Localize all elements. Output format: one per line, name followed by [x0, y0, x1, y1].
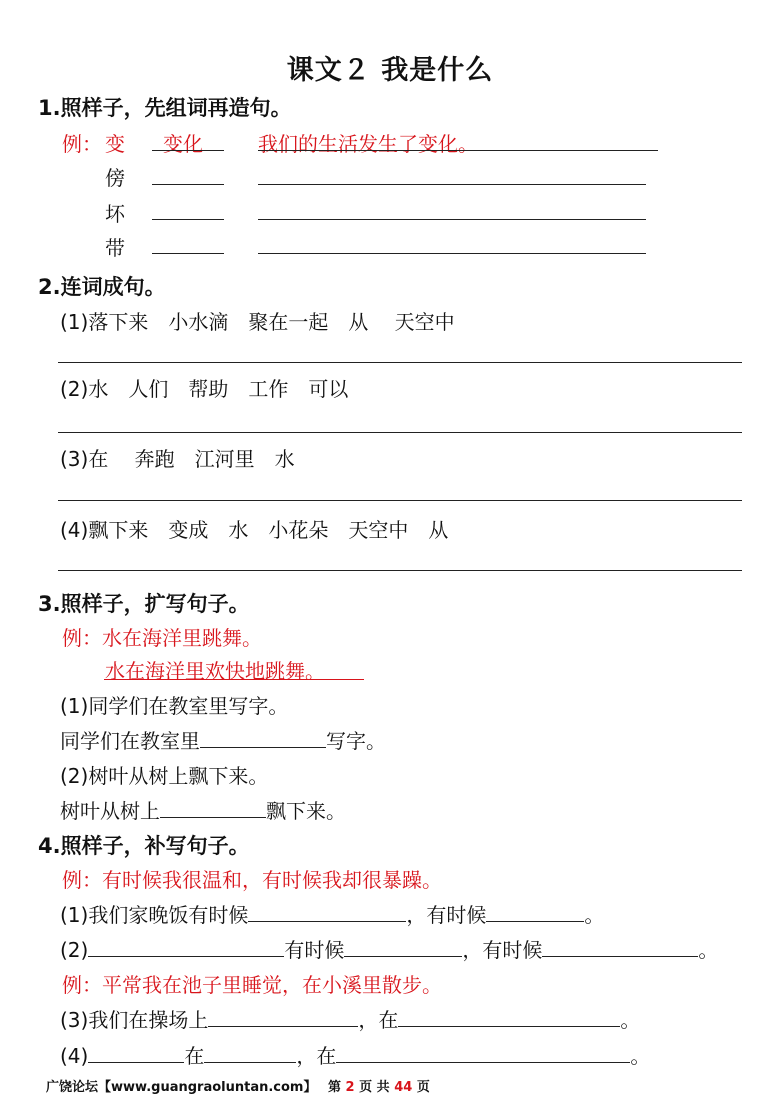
s3-q1-blank[interactable]	[200, 727, 326, 748]
s4-q1-blank-2[interactable]	[486, 901, 584, 922]
s4-example-2: 例：平常我在池子里睡觉，在小溪里散步。	[62, 973, 442, 997]
s4-q3	[60, 1004, 640, 1033]
footer-page-info	[328, 1076, 430, 1095]
s1-example-sentence: 我们的生活发生了变化。	[258, 132, 478, 156]
s1-example-label: 例：	[62, 132, 102, 156]
s3-q2-pre: 树叶从树上	[60, 799, 160, 823]
s2-answer-line-1[interactable]	[58, 362, 742, 363]
s4-q3-blank-1[interactable]	[208, 1006, 358, 1027]
s4-q2-blank-3[interactable]	[542, 936, 698, 957]
s4-q2-blank-1[interactable]	[88, 936, 284, 957]
s4-q4-blank-1[interactable]	[88, 1042, 184, 1063]
footer-page-mid: 页 共	[359, 1080, 390, 1095]
s1-char-2: 坏	[105, 202, 125, 226]
s4-q2	[60, 934, 718, 963]
section-4-heading: 4.照样子，补写句子。	[38, 834, 250, 858]
s4-q1-blank-1[interactable]	[248, 901, 406, 922]
s3-q2-fill	[60, 795, 346, 824]
s4-q2-blank-2[interactable]	[344, 936, 462, 957]
s1-example-char: 变	[105, 132, 125, 156]
s4-q4-c: ，在	[296, 1044, 337, 1068]
s3-q2: (2)树叶从树上飘下来。	[60, 764, 269, 788]
s4-q4-a: (4)	[60, 1044, 89, 1068]
s3-q1-post: 写字。	[326, 729, 386, 753]
s1-sentence-blank-2[interactable]	[258, 219, 646, 220]
s2-answer-line-2[interactable]	[58, 432, 742, 433]
s2-answer-line-3[interactable]	[58, 500, 742, 501]
s1-word-blank-2[interactable]	[152, 219, 224, 220]
s1-char-1: 傍	[105, 166, 125, 190]
footer-page-pre: 第	[328, 1080, 342, 1095]
s1-example-sentence-line	[258, 150, 658, 151]
s4-q2-c: ，有时候	[462, 938, 543, 962]
footer-page-total: 44	[394, 1080, 413, 1095]
s3-q1: (1)同学们在教室里写字。	[60, 694, 289, 718]
s4-q4-blank-3[interactable]	[336, 1042, 630, 1063]
s1-sentence-blank-1[interactable]	[258, 184, 646, 185]
s3-example-2: 水在海洋里欢快地跳舞。	[105, 659, 325, 683]
s4-q4-d: 。	[630, 1044, 651, 1068]
s4-q1-c: 。	[584, 903, 605, 927]
s4-q2-d: 。	[698, 938, 719, 962]
s3-q1-pre: 同学们在教室里	[60, 729, 200, 753]
page-title: 课文２ 我是什么	[286, 55, 494, 86]
s2-item-1: (1)落下来 小水滴 聚在一起 从 天空中	[60, 310, 455, 334]
footer-site: 广饶论坛【www.guangraoluntan.com】	[46, 1080, 317, 1095]
s4-q3-c: 。	[620, 1008, 641, 1032]
s4-q1	[60, 899, 604, 928]
section-3-heading: 3.照样子，扩写句子。	[38, 592, 250, 616]
s4-q2-a: (2)	[60, 938, 89, 962]
footer-page-post: 页	[416, 1080, 430, 1095]
s2-item-3: (3)在 奔跑 江河里 水	[60, 447, 295, 471]
s4-q3-blank-2[interactable]	[398, 1006, 620, 1027]
s4-q3-b: ，在	[358, 1008, 399, 1032]
s4-q4	[60, 1040, 650, 1069]
s2-item-4: (4)飘下来 变成 水 小花朵 天空中 从	[60, 518, 449, 542]
s1-example-word: 变化	[163, 132, 203, 156]
s1-word-blank-3[interactable]	[152, 253, 224, 254]
section-2-heading: 2.连词成句。	[38, 275, 166, 299]
s4-q2-b: 有时候	[284, 938, 345, 962]
s4-q4-b: 在	[184, 1044, 205, 1068]
s1-sentence-blank-3[interactable]	[258, 253, 646, 254]
s4-q1-b: ，有时候	[406, 903, 487, 927]
s4-q1-a: (1)我们家晚饭有时候	[60, 903, 249, 927]
s3-q2-post: 飘下来。	[266, 799, 346, 823]
s2-answer-line-4[interactable]	[58, 570, 742, 571]
s4-example-1: 例：有时候我很温和，有时候我却很暴躁。	[62, 868, 442, 892]
s3-q1-fill	[60, 725, 386, 754]
section-1-heading: 1.照样子，先组词再造句。	[38, 96, 292, 120]
s3-example-2-underline	[104, 679, 364, 680]
s4-q4-blank-2[interactable]	[204, 1042, 296, 1063]
s3-q2-blank[interactable]	[160, 797, 266, 818]
s1-word-blank-1[interactable]	[152, 184, 224, 185]
footer-page-number: 2	[345, 1080, 355, 1095]
s3-example-1: 例：水在海洋里跳舞。	[62, 626, 262, 650]
s4-q3-a: (3)我们在操场上	[60, 1008, 209, 1032]
s1-example-word-line	[152, 150, 224, 151]
s2-item-2: (2)水 人们 帮助 工作 可以	[60, 377, 349, 401]
s1-char-3: 带	[105, 236, 125, 260]
